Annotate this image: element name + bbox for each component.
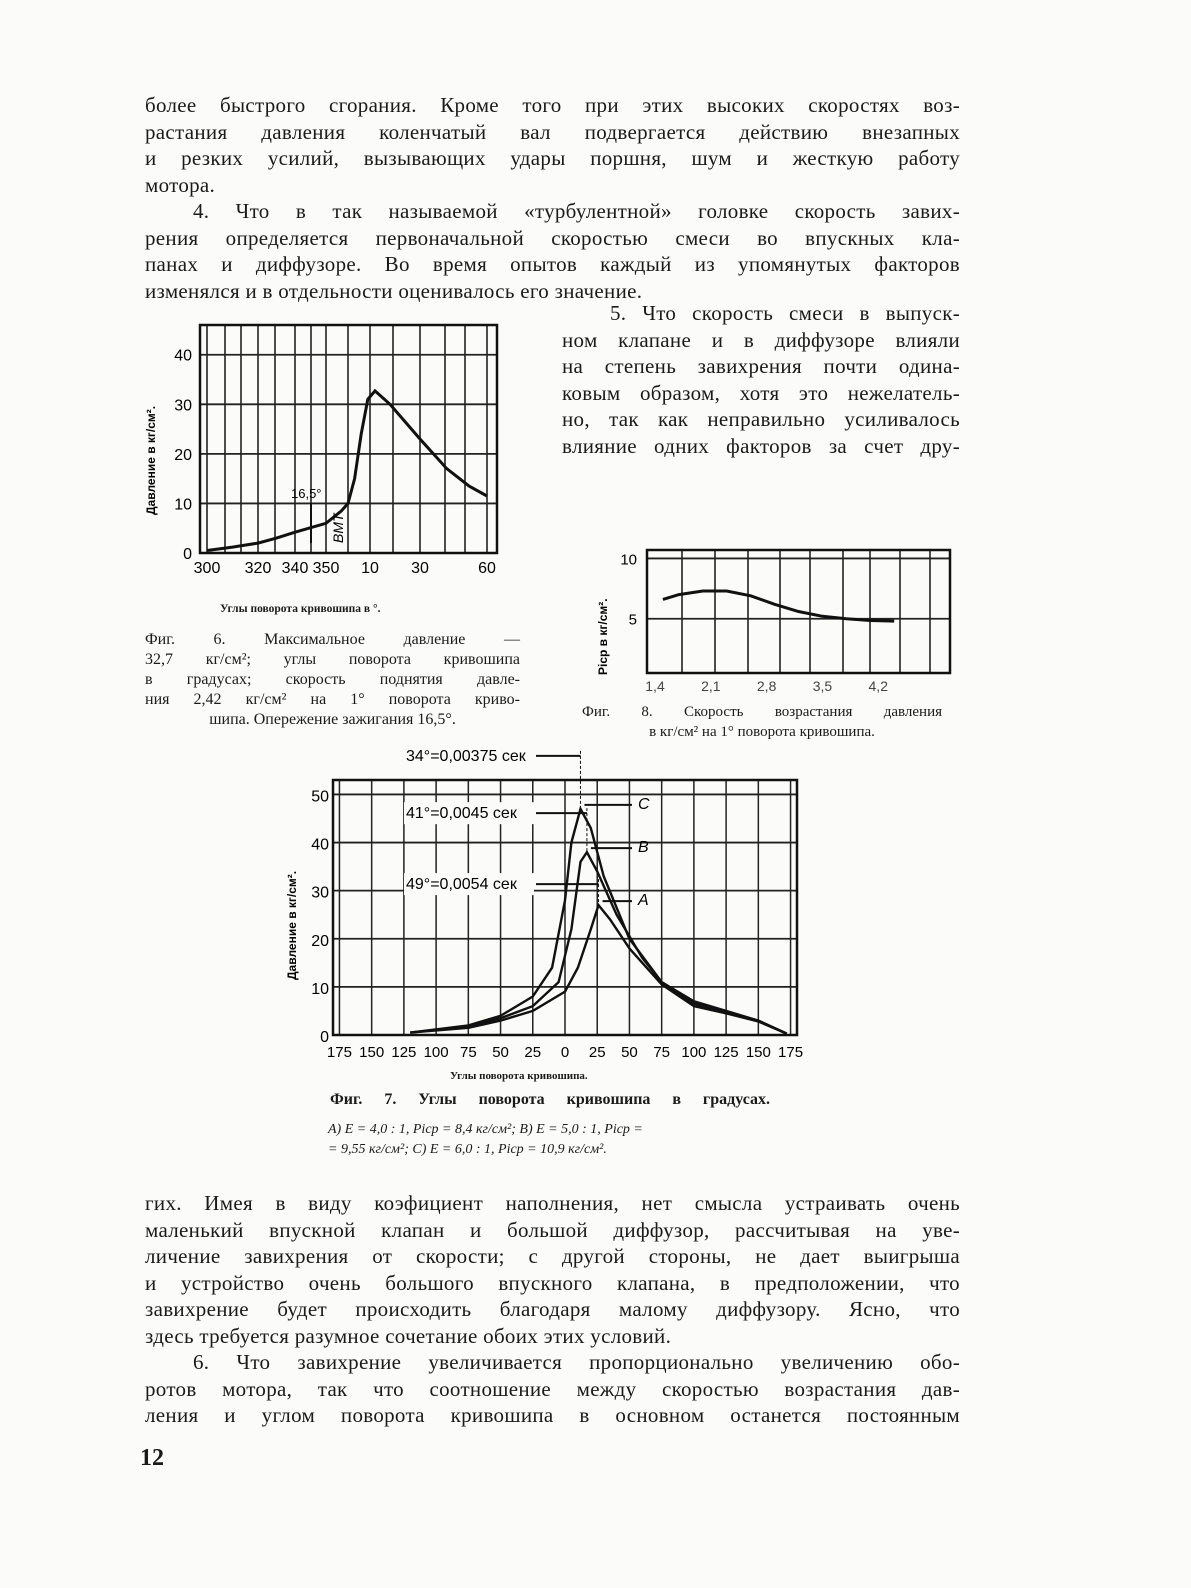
x-tick-label: 75 <box>459 1044 477 1061</box>
caption-line: 32,7 кг/см²; углы поворота кривошипа <box>145 651 520 668</box>
text-line: более быстрого сгорания. Кроме того при этих высоких скоростях воз- <box>145 93 960 117</box>
y-tick-label: 30 <box>311 884 329 902</box>
y-tick-label: 40 <box>311 836 329 854</box>
x-tick-label: 1,4 <box>645 678 665 694</box>
x-tick-label: 150 <box>745 1044 771 1061</box>
x-tick-label: 10 <box>361 560 379 577</box>
y-tick-label: 10 <box>311 980 329 998</box>
text-line: гих. Имея в виду коэфициент наполнения, нет смысла устраивать очень <box>145 1191 960 1215</box>
x-tick-label: 4,2 <box>868 678 888 694</box>
text-line: 4. Что в так называемой «турбулентной» головке скорость завих- <box>193 199 960 223</box>
text-line: изменялся и в отдельности оценивалось его значение. <box>145 278 643 303</box>
text-line: 5. Что скорость смеси в выпуск- <box>610 301 960 325</box>
x-tick-label: 75 <box>653 1044 671 1061</box>
x-tick-label: 0 <box>560 1044 570 1061</box>
x-tick-label: 125 <box>391 1044 417 1061</box>
series-label-B: B <box>638 839 649 857</box>
text-line: личение завихрения от скорости; с другой стороны, не дает выигрыша <box>145 1244 960 1268</box>
paragraph-point-5 <box>562 300 960 459</box>
y-tick-label: 30 <box>174 397 192 415</box>
figure-7-chart <box>280 747 820 1065</box>
series-label-C: C <box>638 795 650 813</box>
paragraph-bottom <box>145 1190 960 1349</box>
time-annotation: 34°=0,00375 сек <box>406 747 526 765</box>
y-tick-label: 10 <box>174 496 192 514</box>
y-axis-label: Давление в кг/см². <box>285 870 299 980</box>
caption-line: A) E = 4,0 : 1, Piср = 8,4 кг/см²; B) E = 5,0 : 1, Piср = <box>328 1122 643 1137</box>
x-tick-label: 150 <box>359 1044 385 1061</box>
x-tick-label: 50 <box>621 1044 638 1061</box>
x-tick-label: 300 <box>193 560 221 577</box>
text-line: маленький впускной клапан и большой диффузор, рассчитывая на уве- <box>145 1217 960 1242</box>
x-tick-label: 25 <box>524 1044 542 1061</box>
caption-line: ния 2,42 кг/см² на 1° поворота криво- <box>145 691 520 708</box>
x-tick-label: 30 <box>411 560 429 577</box>
x-tick-label: 2,1 <box>701 678 721 694</box>
x-tick-label: 100 <box>681 1044 707 1061</box>
tdc-label: ВМТ <box>330 513 346 543</box>
y-axis-label: Piср в кг/см². <box>596 598 610 675</box>
y-tick-label: 0 <box>320 1029 329 1046</box>
fig7-caption: Фиг. 7. Углы поворота кривошипа в градусах. <box>330 1091 770 1108</box>
text-line: на степень завихрения почти одина- <box>562 354 960 378</box>
caption-line: Фиг. 6. Максимальное давление — <box>145 631 520 648</box>
y-tick-label: 50 <box>311 788 329 806</box>
text-line: ротов мотора, так что соотношение между скоростью возрастания дав- <box>145 1376 960 1401</box>
x-tick-label: 320 <box>244 560 272 577</box>
x-tick-label: 50 <box>492 1044 509 1061</box>
text-line: завихрение будет происходить благодаря малому диффузору. Ясно, что <box>145 1297 960 1321</box>
fig6-caption <box>145 630 520 730</box>
x-tick-label: 100 <box>423 1044 449 1061</box>
series-line-rate <box>663 591 894 621</box>
fig8-caption <box>582 702 942 742</box>
x-tick-label: 175 <box>778 1044 804 1061</box>
text-line: рения определяется первоначальной скоростью смеси во впускных кла- <box>145 225 960 250</box>
advance-angle-label: 16,5° <box>291 486 322 501</box>
fig7-legend <box>328 1120 778 1160</box>
text-line: но, так как неправильно усиливалось <box>562 407 960 431</box>
x-tick-label: 2,8 <box>756 678 777 694</box>
series-line-A <box>410 905 786 1034</box>
text-line: влияние одних факторов за счет дру- <box>562 433 960 458</box>
text-line: 6. Что завихрение увеличивается пропорционально увеличению обо- <box>193 1350 960 1374</box>
y-tick-label: 20 <box>174 446 192 464</box>
text-line: ления и углом поворота кривошипа в основном останется постоянным <box>145 1403 960 1427</box>
text-line: растания давления коленчатый вал подвергается действию внезапных <box>145 119 960 144</box>
y-tick-label: 20 <box>311 932 329 950</box>
figure-8-chart <box>575 535 955 695</box>
paragraph-point-4 <box>145 198 960 304</box>
y-tick-label: 0 <box>183 546 192 563</box>
x-tick-label: 60 <box>478 560 496 577</box>
text-line: и резких усилий, вызывающих удары поршня, шум и жесткую работу <box>145 146 960 170</box>
text-line: и устройство очень большого впускного клапана, в предположении, что <box>145 1270 960 1295</box>
text-line: ковым образом, хотя это нежелатель- <box>562 380 960 405</box>
fig7-xlabel: Углы поворота кривошипа. <box>450 1070 588 1082</box>
text-line: ном клапане и в диффузоре влияли <box>562 327 960 352</box>
x-tick-label: 3,5 <box>812 678 833 694</box>
fig6-xlabel: Углы поворота кривошипа в °. <box>220 603 381 615</box>
caption-line: в градусах; скорость поднятия давле- <box>145 671 520 688</box>
text-line: панах и диффузоре. Во время опытов каждый из упомянутых факторов <box>145 252 960 276</box>
time-annotation: 41°=0,0045 сек <box>406 805 517 823</box>
figure-6-chart <box>135 315 515 625</box>
y-tick-label: 40 <box>174 347 192 365</box>
y-tick-label: 5 <box>628 611 637 629</box>
x-tick-label: 125 <box>713 1044 739 1061</box>
time-annotation: 49°=0,0054 сек <box>406 876 517 894</box>
x-tick-label: 350 <box>312 560 340 577</box>
caption-line: в кг/см² на 1° поворота кривошипа. <box>649 724 875 740</box>
page-number: 12 <box>140 1445 164 1471</box>
caption-line: = 9,55 кг/см²; C) E = 6,0 : 1, Piср = 10,9 кг/см². <box>328 1142 607 1157</box>
series-label-A: A <box>638 892 649 910</box>
paragraph-point-6 <box>145 1349 960 1429</box>
caption-line: Фиг. 8. Скорость возрастания давления <box>582 704 942 720</box>
x-tick-label: 25 <box>588 1044 606 1061</box>
x-tick-label: 340 <box>281 560 309 577</box>
text-line: мотора. <box>145 172 216 197</box>
text-line: здесь требуется разумное сочетание обоих этих условий. <box>145 1323 672 1348</box>
caption-line: шипа. Опережение зажигания 16,5°. <box>209 711 456 728</box>
y-axis-label: Давление в кг/см². <box>144 405 158 515</box>
x-tick-label: 175 <box>326 1044 352 1061</box>
paragraph-top <box>145 92 960 198</box>
y-tick-label: 10 <box>620 551 637 569</box>
